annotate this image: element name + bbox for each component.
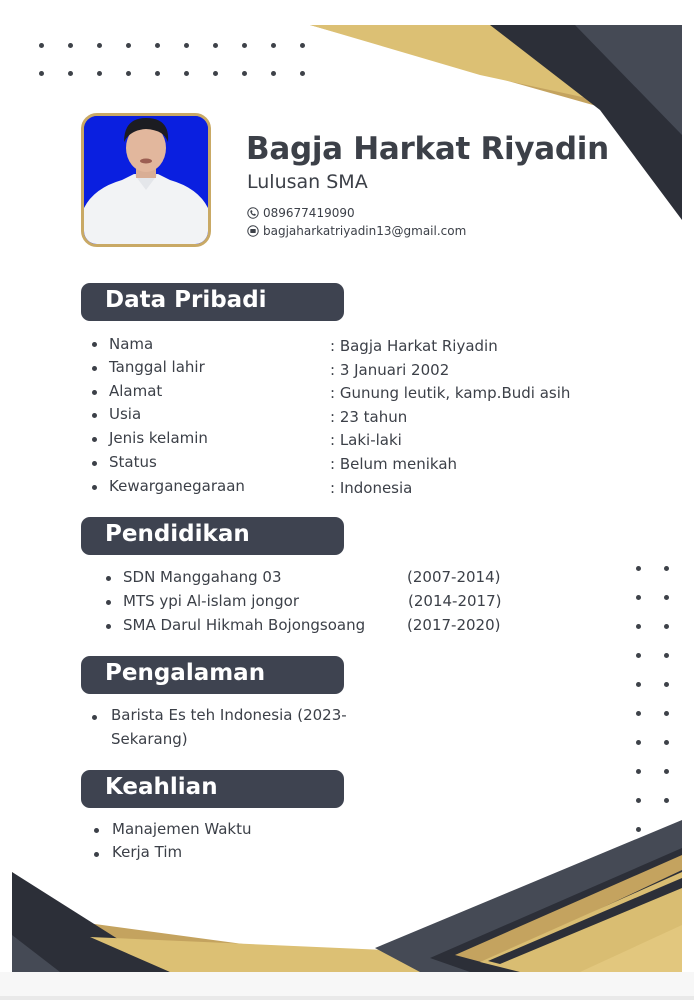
personal-label: Alamat [109,382,163,400]
personal-value: : Belum menikah [330,455,458,473]
section-header-education [81,517,344,555]
bottom-margin [0,972,694,1000]
personal-value: : Bagja Harkat Riyadin [330,337,498,355]
personal-label: Jenis kelamin [109,429,208,447]
section-header-skills [81,770,344,808]
email-contact [247,224,466,238]
personal-value: : Indonesia [330,479,413,497]
section-header-experience [81,656,344,694]
education-years: (2014-2017) [408,592,502,610]
education-school: SMA Darul Hikmah Bojongsoang [123,616,366,634]
person-portrait-icon [84,116,208,244]
section-title: Pendidikan [105,521,250,547]
section-title: Data Pribadi [105,287,267,313]
phone-number: 089677419090 [263,206,355,220]
section-title: Keahlian [105,774,218,800]
personal-label: Usia [109,405,142,423]
section-title: Pengalaman [105,660,266,686]
education-school: SDN Manggahang 03 [123,568,282,586]
experience-item-continued: Sekarang) [111,730,188,748]
personal-value: : Gunung leutik, kamp.Budi asih [330,384,571,402]
personal-label: Status [109,453,157,471]
email-icon [247,225,259,237]
personal-value: : 23 tahun [330,408,408,426]
personal-label: Tanggal lahir [109,358,205,376]
personal-value: : 3 Januari 2002 [330,361,450,379]
profile-photo [81,113,211,247]
experience-item: Barista Es teh Indonesia (2023- [111,706,347,724]
phone-icon [247,207,259,219]
education-school: MTS ypi Al-islam jongor [123,592,300,610]
email-address: bagjaharkatriyadin13@gmail.com [263,224,467,238]
personal-value: : Laki-laki [330,431,402,449]
phone-contact [247,206,355,220]
section-header-personal [81,283,344,321]
skill-item: Manajemen Waktu [112,820,252,838]
candidate-title: Lulusan SMA [247,171,368,193]
skill-item: Kerja Tim [112,843,183,861]
education-years: (2017-2020) [407,616,501,634]
personal-label: Kewarganegaraan [109,477,245,495]
education-years: (2007-2014) [407,568,501,586]
personal-label: Nama [109,335,154,353]
candidate-name: Bagja Harkat Riyadin [246,131,609,167]
dot-pattern-top [37,41,317,81]
